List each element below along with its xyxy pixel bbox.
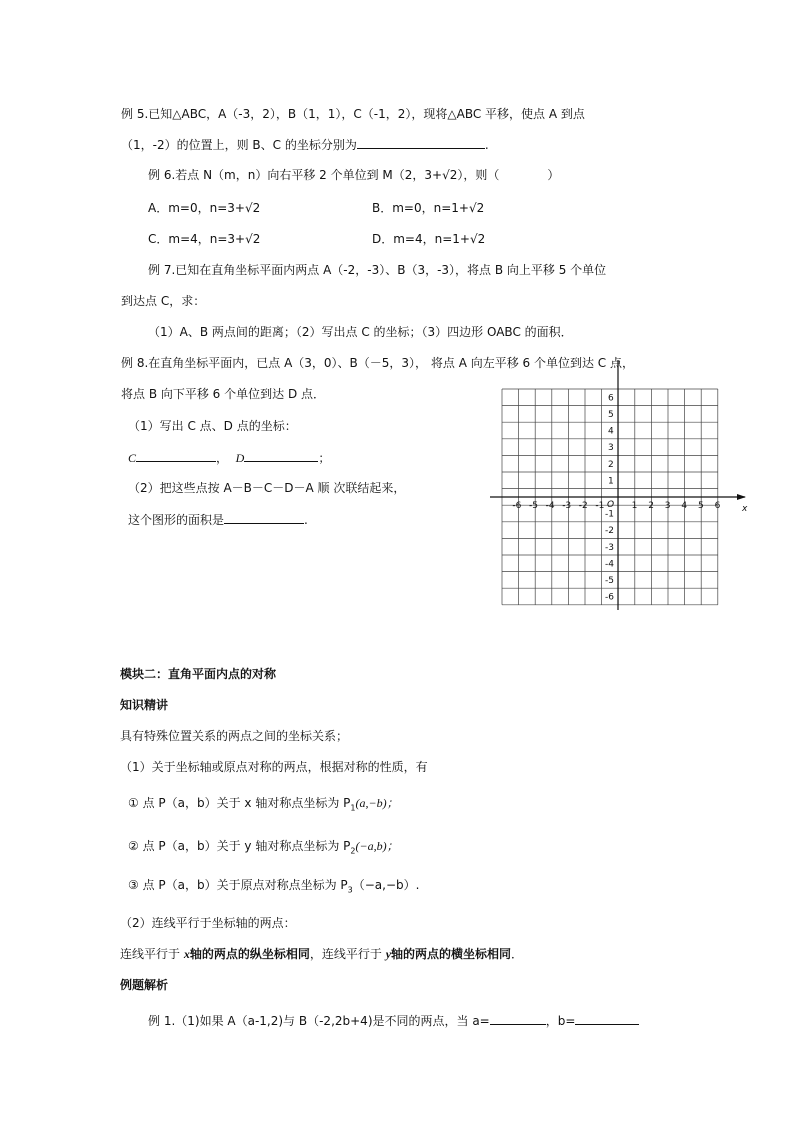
ex8-line1: 例 8.在直角坐标平面内，已点 A（3，0）、B（－5，3）， 将点 A 向左平移 6 个单位到达 C 点， <box>121 356 634 370</box>
ex8-c-label: C <box>128 451 137 465</box>
knowledge-heading: 知识精讲 <box>120 698 169 712</box>
ex8-q2: （2）把这些点按 A－B－C－D－A 顺 次联结起来， <box>128 481 406 495</box>
rule-item-1 <box>128 795 399 816</box>
ex5-line2-text: （1，-2）的位置上，则 B、C 的坐标分别为 <box>121 138 357 152</box>
rule-item-3-value: （−a,−b）. <box>352 878 420 892</box>
parallel-rule-y: y <box>385 947 392 961</box>
parallel-rule-d: ，连线平行于 <box>309 947 386 961</box>
ex1-b-blank[interactable] <box>575 1012 639 1025</box>
module2-intro: 具有特殊位置关系的两点之间的坐标关系； <box>120 729 349 743</box>
parallel-rule-e: 轴的两点的 <box>391 947 452 961</box>
ex8-line2: 将点 B 向下平移 6 个单位到达 D 点． <box>121 387 325 401</box>
ex5-end: . <box>484 138 489 152</box>
x-tick-label: -3 <box>562 501 572 511</box>
ex1-line <box>148 1012 639 1029</box>
ex8-sep: ， <box>216 451 229 465</box>
x-tick-label: 5 <box>698 501 704 511</box>
rule-item-1-value: (a,−b)； <box>355 796 399 810</box>
x-tick-label: 2 <box>648 501 654 511</box>
parallel-rule-b: 轴的两点的 <box>189 947 250 961</box>
ex6-option-b[interactable]: B．m=0，n=1+√2 <box>372 201 485 215</box>
y-tick-label: -2 <box>605 526 614 537</box>
rule-item-1-text: ① 点 P（a，b）关于 x 轴对称点坐标为 P <box>128 796 351 810</box>
x-tick-label: -1 <box>595 501 605 511</box>
rule-item-3-text: ③ 点 P（a，b）关于原点对称点坐标为 P <box>128 878 348 892</box>
y-tick-label: 3 <box>608 443 614 454</box>
ex7-line3: （1）A、B 两点间的距离；（2）写出点 C 的坐标；（3）四边形 OABC 的面积． <box>148 325 573 339</box>
x-tick-label: 1 <box>631 501 638 511</box>
y-tick-label: -5 <box>605 576 614 586</box>
x-tick-label: -5 <box>529 501 538 511</box>
rule-item-2-value: (−a,b)； <box>355 839 399 853</box>
rule-item-3 <box>128 877 419 898</box>
x-tick-labels <box>512 501 720 511</box>
y-tick-label: -3 <box>605 542 614 553</box>
x-tick-label: -2 <box>578 501 588 511</box>
rule-item-2 <box>128 838 399 859</box>
x-tick-label: 6 <box>714 501 721 511</box>
ex8-q2b-text: 这个图形的面积是 <box>128 513 225 527</box>
parallel-rule-g: ． <box>511 947 524 961</box>
examples-heading: 例题解析 <box>120 978 169 992</box>
y-tick-label: 2 <box>608 459 614 470</box>
ex6-option-d[interactable]: D．m=4，n=1+√2 <box>372 232 486 246</box>
ex6-stem: 例 6.若点 N（m，n）向右平移 2 个单位到 M（2，3+√2），则（ ） <box>148 168 560 182</box>
ex1-a-blank[interactable] <box>490 1012 546 1025</box>
ex8-area-blank[interactable] <box>224 511 304 524</box>
x-tick-label: -4 <box>545 501 555 511</box>
ex8-answers <box>128 449 330 466</box>
rule-item-2-text: ② 点 P（a，b）关于 y 轴对称点坐标为 P <box>128 839 351 853</box>
x-axis-arrow <box>737 494 746 500</box>
module2-p1: （1）关于坐标轴或原点对称的两点，根据对称的性质，有 <box>120 760 428 774</box>
ex8-d-blank[interactable] <box>244 449 318 462</box>
ex7-line2: 到达点 C，求： <box>121 294 206 308</box>
y-tick-label: 6 <box>608 393 614 404</box>
ex5-line2 <box>121 136 489 153</box>
ex8-c-blank[interactable] <box>136 449 216 462</box>
ex8-end: . <box>304 513 308 527</box>
parallel-rule-c: 纵坐标相同 <box>249 947 310 961</box>
parallel-rule <box>120 946 523 962</box>
module2-p2: （2）连线平行于坐标轴的两点： <box>120 916 296 930</box>
parallel-rule-a: 连线平行于 <box>120 947 184 961</box>
coordinate-grid <box>480 355 750 615</box>
parallel-rule-x: x <box>183 947 190 961</box>
y-tick-labels <box>605 393 614 602</box>
rule-item-2-sub: 2 <box>350 846 356 856</box>
ex8-semi: ； <box>318 451 331 465</box>
ex8-q2b <box>128 511 308 528</box>
ex6-option-c[interactable]: C．m=4，n=3+√2 <box>148 232 261 246</box>
x-tick-label: 3 <box>664 501 671 511</box>
y-tick-label: -4 <box>605 559 614 570</box>
parallel-rule-f: 横坐标相同 <box>451 947 512 961</box>
module2-title: 模块二：直角平面内点的对称 <box>120 667 277 681</box>
ex8-q1: （1）写出 C 点、D 点的坐标： <box>128 419 297 433</box>
origin-label: O <box>607 500 615 510</box>
ex7-line1: 例 7.已知在直角坐标平面内两点 A（-2，-3）、B（3，-3），将点 B 向上平移 5 个单位 <box>148 263 607 277</box>
ex8-d-label: D <box>235 451 245 465</box>
y-tick-label: 4 <box>608 426 614 437</box>
ex6-option-a[interactable]: A．m=0，n=3+√2 <box>148 201 261 215</box>
ex5-line1: 例 5.已知△ABC，A（-3，2），B（1，1），C（-1，2），现将△ABC 平移，使点 A 到点 <box>121 107 585 121</box>
y-tick-label: 5 <box>608 410 614 420</box>
x-axis-label: x <box>742 504 748 514</box>
ex1-text: 例 1.（1)如果 A（a-1,2)与 B（-2,2b+4)是不同的两点，当 a= <box>148 1014 490 1028</box>
rule-item-3-sub: 3 <box>347 885 353 895</box>
y-tick-label: -6 <box>605 592 614 603</box>
x-tick-label: -6 <box>512 501 522 511</box>
ex1-b-text: ，b= <box>545 1014 576 1028</box>
x-tick-label: 4 <box>681 501 688 511</box>
ex5-answer-blank[interactable] <box>357 136 485 149</box>
rule-item-1-sub: 1 <box>350 803 356 813</box>
y-tick-label: -1 <box>605 509 614 520</box>
y-tick-label: 1 <box>608 476 614 487</box>
